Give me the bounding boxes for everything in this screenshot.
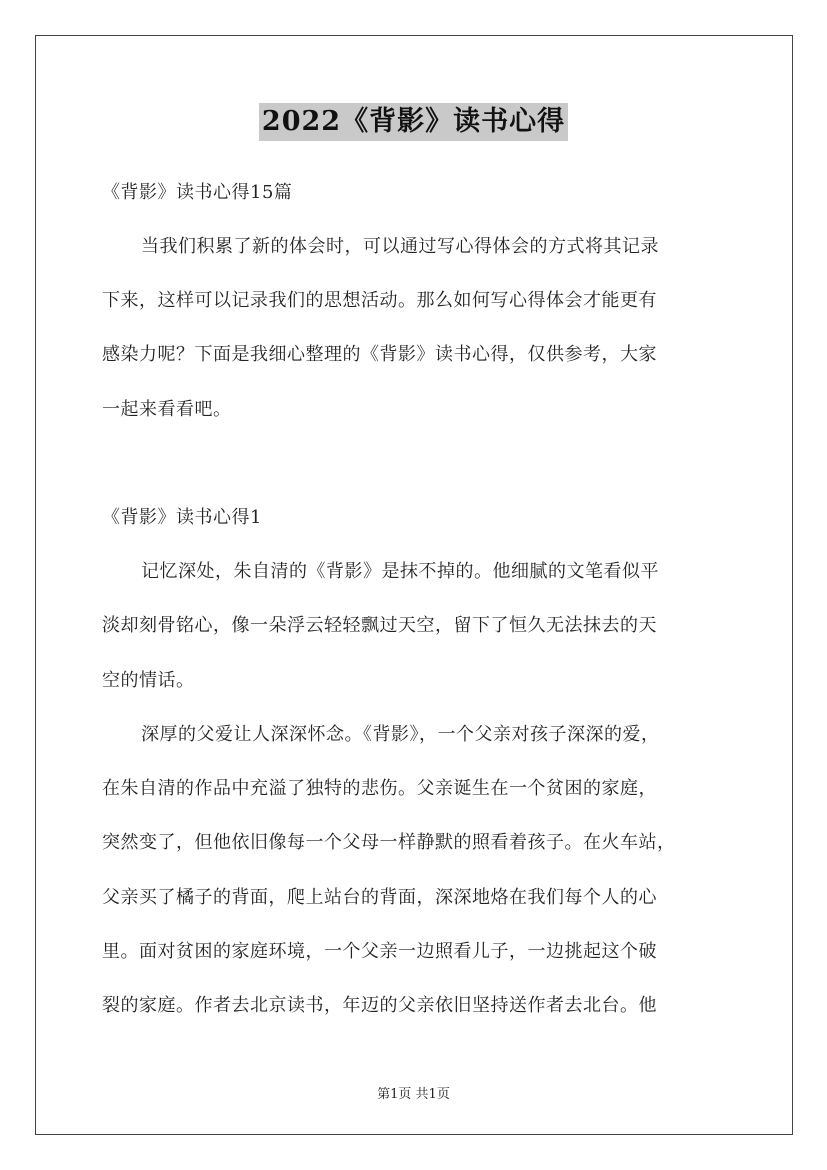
para2-line-3: 突然变了，但他依旧像每一个父母一样静默的照看着孩子。在火车站，	[102, 832, 676, 853]
intro-line-1: 当我们积累了新的体会时，可以通过写心得体会的方式将其记录	[141, 236, 659, 257]
title-container	[0, 103, 827, 141]
para1-line-2: 淡却刻骨铭心，像一朵浮云轻轻飘过天空，留下了恒久无法抹去的天	[102, 615, 657, 636]
para2-line-5: 里。面对贫困的家庭环境，一个父亲一边照看儿子，一边挑起这个破	[102, 941, 657, 962]
para2-line-2: 在朱自清的作品中充溢了独特的悲伤。父亲诞生在一个贫困的家庭，	[102, 778, 657, 799]
para1-line-3: 空的情话。	[102, 670, 195, 691]
intro-line-4: 一起来看看吧。	[102, 399, 232, 420]
para2-line-1: 深厚的父爱让人深深怀念。《背影》，一个父亲对孩子深深的爱，	[141, 724, 660, 745]
document-title: 2022《背影》读书心得	[259, 103, 568, 141]
para2-line-6: 裂的家庭。作者去北京读书，年迈的父亲依旧坚持送作者去北台。他	[102, 995, 657, 1016]
subtitle: 《背影》读书心得15篇	[102, 182, 293, 203]
page-footer: 第1页 共1页	[377, 1087, 450, 1102]
intro-line-2: 下来，这样可以记录我们的思想活动。那么如何写心得体会才能更有	[102, 290, 657, 311]
para1-line-1: 记忆深处，朱自清的《背影》是抹不掉的。他细腻的文笔看似平	[141, 561, 659, 582]
intro-line-3: 感染力呢？下面是我细心整理的《背影》读书心得，仅供参考，大家	[102, 344, 657, 365]
para2-line-4: 父亲买了橘子的背面，爬上站台的背面，深深地烙在我们每个人的心	[102, 887, 657, 908]
section-heading: 《背影》读书心得1	[102, 507, 262, 528]
